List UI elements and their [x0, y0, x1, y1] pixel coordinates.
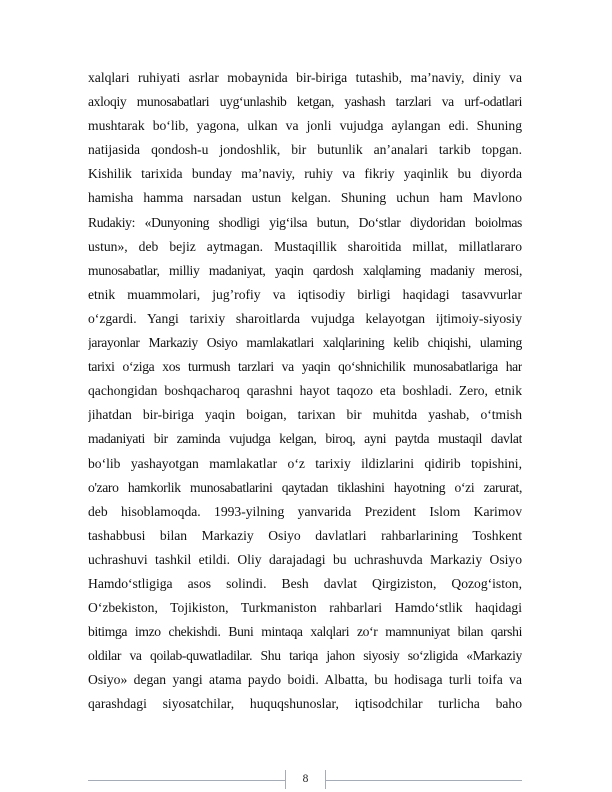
- text-line: tashabbusi bilan Markaziy Osiyo davlatlari rahbarlarining Toshkent: [88, 527, 522, 543]
- text-line: axloqiy munosabatlari uyg‘unlashib ketgan, yashash tarzlari va urf-odatlari: [88, 94, 522, 110]
- text-line: qachongidan boshqacharoq qarashni hayot taqozo eta boshladi. Zero, etnik: [88, 383, 522, 399]
- footer-rule-left: [88, 780, 285, 781]
- text-line: oldilar va qoilab-quwatladilar. Shu tariqa jahon siyosiy so‘zligida «Markaziy: [88, 648, 522, 664]
- text-line: tarixi o‘ziga xos turmush tarzlari va yaqin qo‘shnichilik munosabatlariga har: [88, 359, 522, 375]
- text-line: natijasida qondosh-u jondoshlik, bir butunlik an’analari tarkib topgan.: [88, 142, 522, 158]
- text-line: o'zaro hamkorlik munosabatlarini qaytadan tiklashini hayotning o‘zi zarurat,: [88, 479, 522, 495]
- text-line: qarashdagi siyosatchilar, huquqshunoslar, iqtisodchilar turlicha baho: [88, 696, 522, 712]
- footer-rule-right: [326, 780, 522, 781]
- text-line: Kishilik tarixida bunday ma’naviy, ruhiy va fikriy yaqinlik bu diyorda: [88, 166, 522, 182]
- text-line: Hamdo‘stligiga asos solindi. Besh davlat Qirgiziston, Qozog‘iston,: [88, 575, 522, 591]
- page-number: 8: [285, 770, 326, 789]
- text-line: Osiyo» degan yangi atama paydo boidi. Albatta, bu hodisaga turli toifa va: [88, 672, 522, 688]
- text-line: deb hisoblamoqda. 1993-yilning yanvarida Prezident Islom Karimov: [88, 503, 522, 519]
- text-line: jihatdan bir-biriga yaqin boigan, tarixan bir muhitda yashab, o‘tmish: [88, 407, 522, 423]
- text-line: xalqlari ruhiyati asrlar mobaynida bir-biriga tutashib, ma’naviy, diniy va: [88, 70, 522, 85]
- text-line: bo‘lib yashayotgan mamlakatlar o‘z tarixiy ildizlarini qidirib topishini,: [88, 455, 522, 471]
- text-line: hamisha hamma narsadan ustun kelgan. Shuning uchun ham Mavlono: [88, 190, 522, 206]
- text-line: ustun», deb bejiz aytmagan. Mustaqillik sharoitida millat, millatlararo: [88, 238, 522, 254]
- text-line: jarayonlar Markaziy Osiyo mamlakatlari xalqlarining kelib chiqishi, ulaming: [88, 335, 522, 351]
- page-footer: [88, 770, 522, 790]
- text-line: munosabatlar, milliy madaniyat, yaqin qardosh xalqlaming madaniy merosi,: [88, 262, 522, 278]
- body-text: [88, 66, 522, 717]
- text-line: Rudakiy: «Dunyoning shodligi yig‘ilsa butun, Do‘stlar diydoridan boiolmas: [88, 214, 522, 230]
- text-line: mushtarak bo‘lib, yagona, ulkan va jonli vujudga aylangan edi. Shuning: [88, 118, 522, 134]
- text-line: O‘zbekiston, Tojikiston, Turkmaniston rahbarlari Hamdo‘stlik haqidagi: [88, 600, 522, 616]
- text-line: etnik muammolari, jug’rofiy va iqtisodiy birligi haqidagi tasavvurlar: [88, 286, 522, 302]
- text-line: bitimga imzo chekishdi. Buni mintaqa xalqlari zo‘r mamnuniyat bilan qarshi: [88, 624, 522, 640]
- text-line: uchrashuvi tashkil etildi. Oliy darajadagi bu uchrashuvda Markaziy Osiyo: [88, 551, 522, 567]
- text-line: o‘zgardi. Yangi tarixiy sharoitlarda vujudga kelayotgan ijtimoiy-siyosiy: [88, 310, 522, 326]
- text-line: madaniyati bir zaminda vujudga kelgan, biroq, ayni paytda mustaqil davlat: [88, 431, 522, 447]
